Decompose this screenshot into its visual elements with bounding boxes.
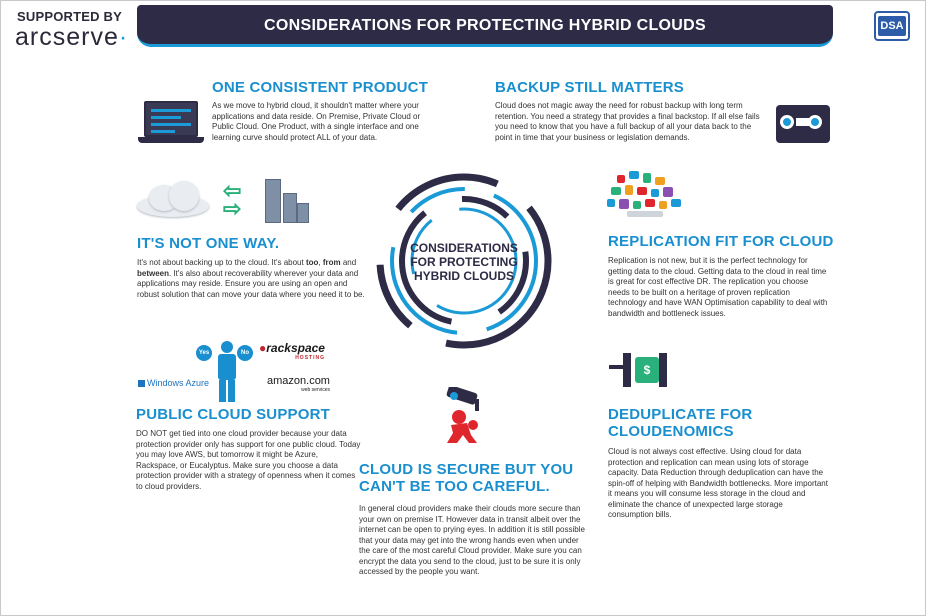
- secure-text: In general cloud providers make their clouds more secure than your own on premise IT. However data in transit albeit over the internet can be open to prying eyes. In addition it is still possible that your data may get into the wrong hands even when under the care of the most careful Cloud provider. Make sure you can encrypt the data you send to the cloud, just to be sure it is only accessed by the people you want.: [359, 504, 585, 576]
- rackspace-logo: ●rackspace HOSTING: [259, 341, 325, 361]
- network-cloud-icon: [607, 171, 683, 219]
- one-consistent-heading: ONE CONSISTENT PRODUCT: [212, 79, 429, 96]
- public-cloud-text: DO NOT get tied into one cloud provider because your data protection provider only has support for one public cloud. Today you may love AWS, but tomorrow it might be Azure, Rackspace, or Eucalyptus. Make sure you choose a data protection provider with a strategy of openness when it comes to cloud providers.: [136, 429, 361, 491]
- dedupe-heading: DEDUPLICATE FOR CLOUDENOMICS: [608, 406, 753, 440]
- secure-heading: CLOUD IS SECURE BUT YOU CAN'T BE TOO CAREFUL.: [359, 461, 574, 495]
- public-cloud-heading: PUBLIC CLOUD SUPPORT: [136, 406, 331, 423]
- replication-heading: REPLICATION FIT FOR CLOUD: [608, 233, 834, 250]
- not-one-way-heading: IT'S NOT ONE WAY.: [137, 235, 280, 252]
- windows-azure-logo: Windows Azure: [138, 378, 209, 388]
- amazon-logo: amazon.com web services: [267, 375, 330, 393]
- arrow-left-icon: ⇦: [223, 178, 242, 203]
- security-camera-thief-icon: [437, 387, 497, 445]
- cloud-icon: [137, 181, 209, 217]
- one-consistent-text: As we move to hybrid cloud, it shouldn't matter where your applications and data reside. On Premise, Private Cloud or Public Cloud. One Product, with a single interface and one learning curve should protect ALL of your data.: [212, 101, 421, 142]
- no-bubble: No: [237, 345, 253, 361]
- not-one-way-text: It's not about backing up to the cloud. It's about too, from and between. It's also about recoverability wherever your data and applications may reside. Ensure you are using an open and robust solution that can move your data where you need it to be.: [137, 258, 365, 299]
- tape-icon: [776, 105, 830, 143]
- arrow-right-icon: ⇨: [223, 196, 242, 221]
- replication-text: Replication is not new, but it is the perfect technology for getting data to the cloud. Getting data to the cloud in real time is great for cost effective DR. The replication you choose needs to be built on a heritage of proven replication technology and have WAN Optimisation capability to deal with bandwidth and bottleneck issues.: [608, 256, 828, 318]
- page-title: CONSIDERATIONS FOR PROTECTING HYBRID CLOUDS: [264, 17, 706, 34]
- building-icon: [265, 179, 309, 223]
- supported-by-label: SUPPORTED BY: [17, 9, 122, 24]
- yes-bubble: Yes: [196, 345, 212, 361]
- hub-label: CONSIDERATIONS FOR PROTECTING HYBRID CLOUDS: [410, 241, 518, 283]
- laptop-icon: [138, 101, 204, 145]
- vice-dollar-icon: $: [609, 353, 667, 389]
- title-banner: [137, 5, 833, 47]
- backup-text: Cloud does not magic away the need for robust backup with long term retention. You need a strategy that provides a final backstop. If all else fails you need to know that you have a full backup of all your data back to the point in time that your business or legislation demands.: [495, 101, 760, 142]
- dsa-logo: DSA: [874, 11, 910, 41]
- backup-heading: BACKUP STILL MATTERS: [495, 79, 685, 96]
- dedupe-text: Cloud is not always cost effective. Using cloud for data protection and replication can mean using lots of storage capacity. Data Reduction through deduplication can have the spin-off of helping with Bandwidth bottlenecks. More important it means you will consume less storage in the cloud and eliminate the chance of unexpected large storage consumption bills.: [608, 447, 828, 519]
- arcserve-logo: arcserve·: [15, 23, 129, 51]
